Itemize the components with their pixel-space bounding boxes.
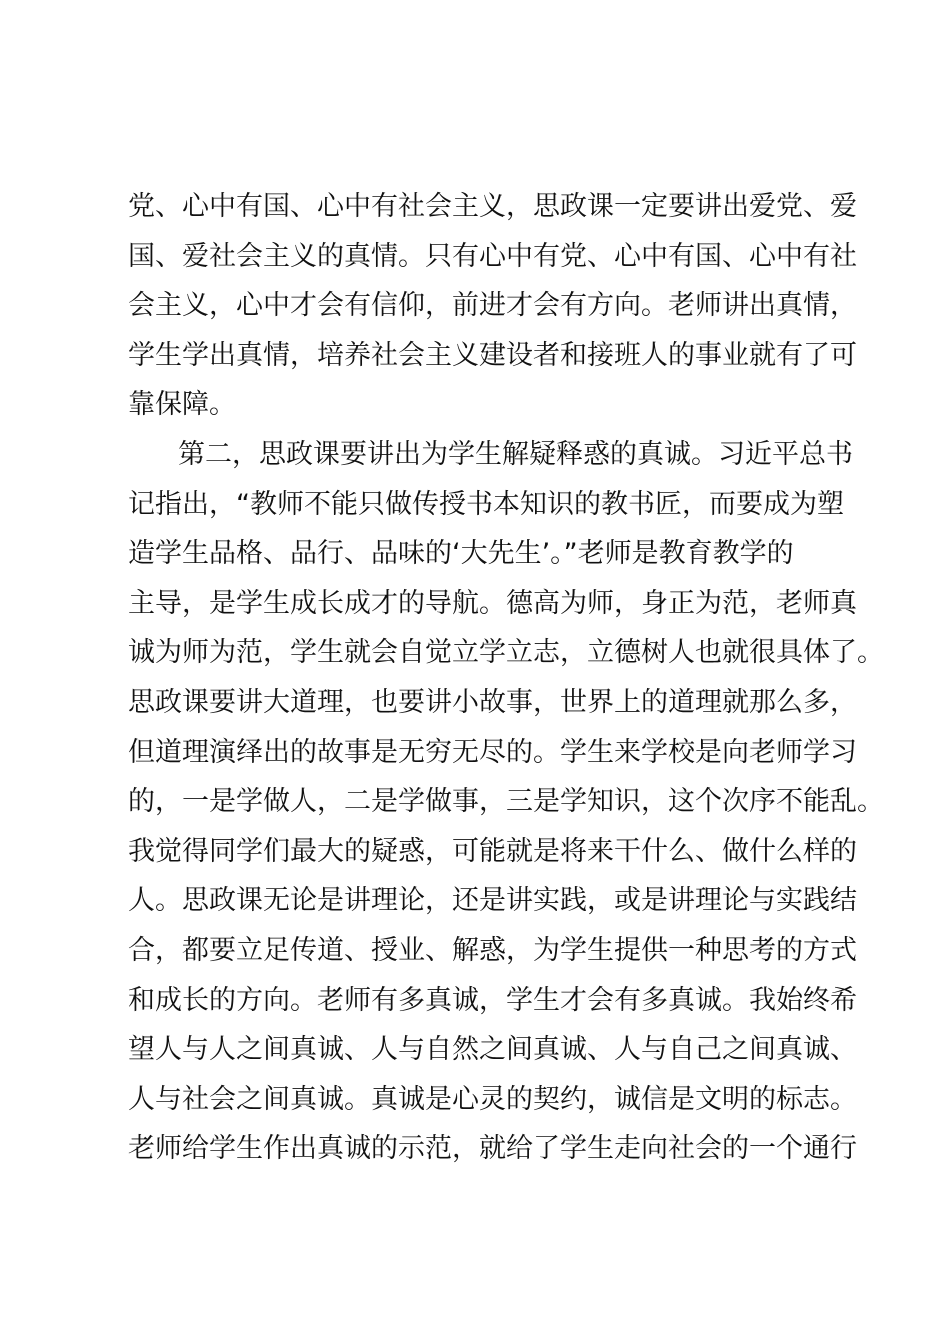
text-line: 党、心中有国、心中有社会主义，思政课一定要讲出爱党、爱 (128, 191, 857, 222)
text-line: 诚为师为范，学生就会自觉立学立志，立德树人也就很具体了。 (128, 637, 884, 669)
text-line: 合，都要立足传道、授业、解惑，为学生提供一种思考的方式 (128, 934, 857, 966)
paragraph-start-line: 第二，思政课要讲出为学生解疑释惑的真诚。习近平总书 (178, 438, 853, 470)
document-body (128, 182, 884, 1174)
text-line: 望人与人之间真诚、人与自然之间真诚、人与自己之间真诚、 (128, 1034, 857, 1066)
text-line: 但道理演绎出的故事是无穷无尽的。学生来学校是向老师学习 (128, 736, 857, 768)
text-line: 国、爱社会主义的真情。只有心中有党、心中有国、心中有社 (128, 240, 857, 272)
text-line: 人与社会之间真诚。真诚是心灵的契约，诚信是文明的标志。 (128, 1083, 857, 1115)
text-line: 的，一是学做人，二是学做事，三是学知识，这个次序不能乱。 (128, 786, 884, 818)
text-line: 人。思政课无论是讲理论，还是讲实践，或是讲理论与实践结 (128, 885, 857, 917)
text-line: 会主义，心中才会有信仰，前进才会有方向。老师讲出真情， (128, 290, 857, 322)
text-line: 主导，是学生成长成才的导航。德高为师，身正为范，老师真 (128, 587, 857, 619)
text-line: 思政课要讲大道理，也要讲小故事，世界上的道理就那么多， (128, 686, 857, 718)
text-line: 记指出，“教师不能只做传授书本知识的教书匠，而要成为塑 (128, 488, 844, 520)
text-line: 靠保障。 (128, 389, 236, 421)
text-line: 和成长的方向。老师有多真诚，学生才会有多真诚。我始终希 (128, 984, 857, 1016)
text-line: 老师给学生作出真诚的示范，就给了学生走向社会的一个通行 (128, 1133, 857, 1165)
text-line: 我觉得同学们最大的疑惑，可能就是将来干什么、做什么样的 (128, 835, 857, 867)
text-line: 学生学出真情，培养社会主义建设者和接班人的事业就有了可 (128, 339, 857, 371)
text-line: 造学生品格、品行、品味的‘大先生’。”老师是教育教学的 (128, 538, 794, 570)
